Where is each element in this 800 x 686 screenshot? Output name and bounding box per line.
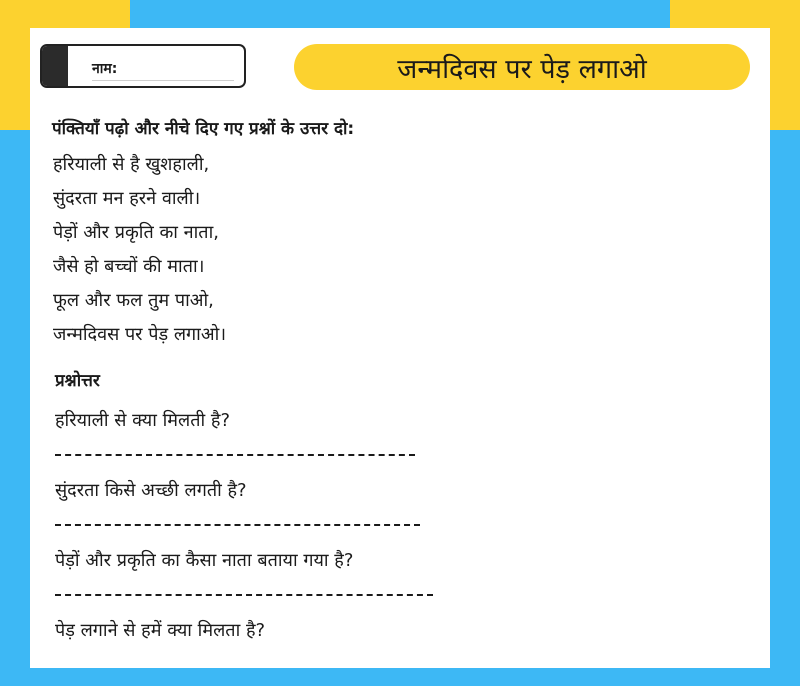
qa-heading: प्रश्नोत्तर [55,371,100,391]
poem-line: जैसे हो बच्चों की माता। [53,256,205,277]
question-text: पेड़ लगाने से हमें क्या मिलता है? [55,620,266,641]
answer-line[interactable] [55,524,420,526]
name-field[interactable] [40,44,246,88]
question-item [55,546,353,616]
poem-line: फूल और फल तुम पाओ, [53,290,214,311]
name-write-line [92,80,234,81]
poem-line: हरियाली से है खुशहाली, [53,154,210,175]
question-text: सुंदरता किसे अच्छी लगती है? [55,480,247,501]
poem-line: जन्मदिवस पर पेड़ लगाओ। [53,324,227,345]
question-list [55,406,353,686]
poem-line: सुंदरता मन हरने वाली। [53,188,201,209]
name-tab-decoration [42,46,68,86]
poem-line: पेड़ों और प्रकृति का नाता, [53,222,219,243]
question-item [55,406,353,476]
poem [53,148,226,352]
instruction-text: पंक्तियाँ पढ़ो और नीचे दिए गए प्रश्नों के उत्तर दो: [52,119,355,139]
question-text: पेड़ों और प्रकृति का कैसा नाता बताया गया है? [55,550,354,571]
name-label: नाम: [92,61,118,77]
page-title: जन्मदिवस पर पेड़ लगाओ [294,44,750,90]
answer-line[interactable] [55,454,415,456]
question-item [55,616,353,686]
question-text: हरियाली से क्या मिलती है? [55,410,230,431]
answer-line[interactable] [55,594,433,596]
question-item [55,476,353,546]
worksheet [30,28,770,668]
